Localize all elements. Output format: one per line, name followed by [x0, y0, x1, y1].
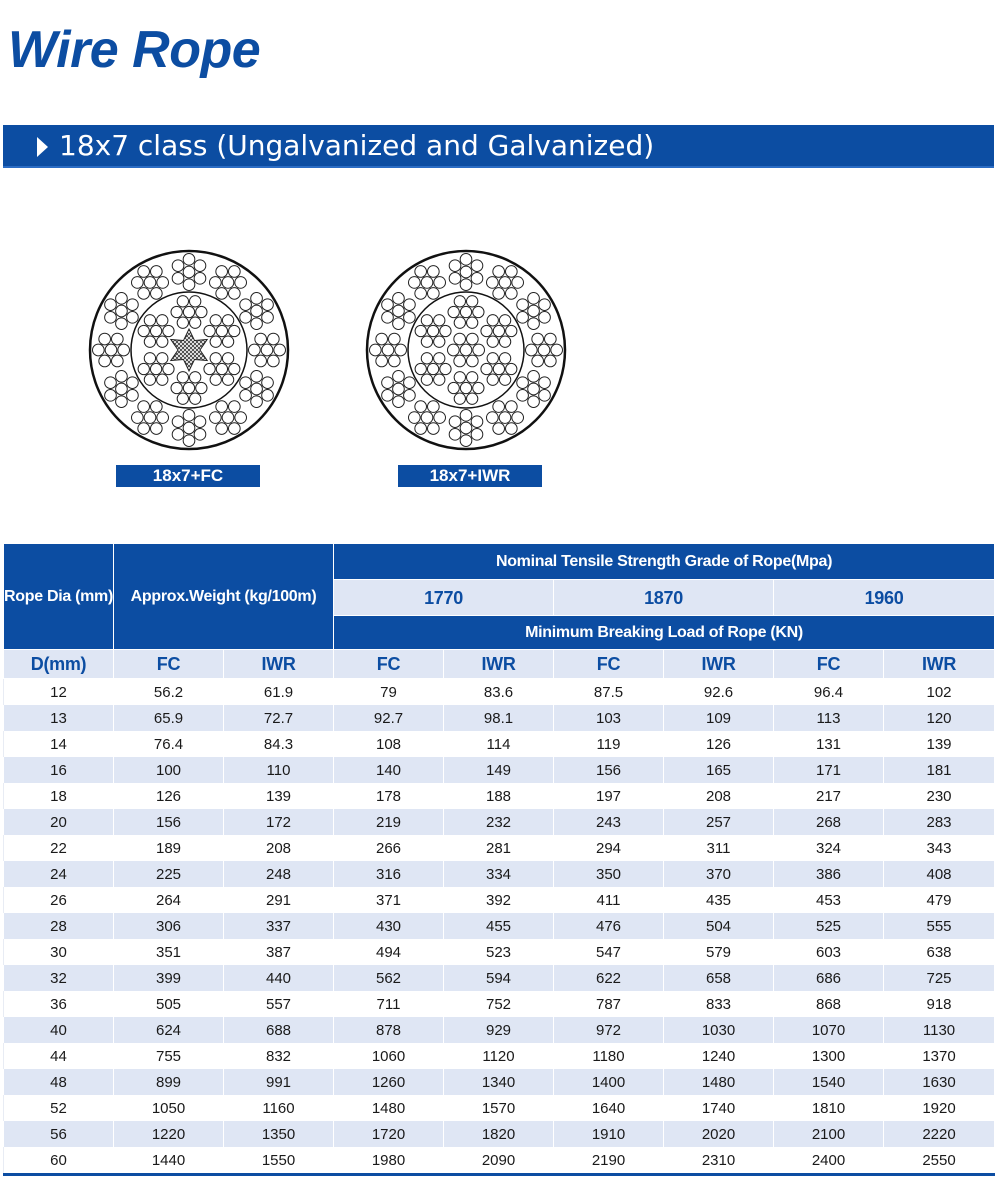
table-cell: 257 [664, 809, 774, 835]
table-cell: 334 [444, 861, 554, 887]
triangle-right-icon [37, 137, 48, 157]
table-cell: 76.4 [114, 731, 224, 757]
table-cell: 686 [774, 965, 884, 991]
table-cell: 622 [554, 965, 664, 991]
table-cell: 248 [224, 861, 334, 887]
table-cell: 2020 [664, 1121, 774, 1147]
table-cell: 172 [224, 809, 334, 835]
table-cell: 1130 [884, 1017, 995, 1043]
table-cell: 119 [554, 731, 664, 757]
table-cell: 2100 [774, 1121, 884, 1147]
table-cell: 453 [774, 887, 884, 913]
table-cell: 350 [554, 861, 664, 887]
table-cell: 48 [4, 1069, 114, 1095]
table-cell: 1480 [664, 1069, 774, 1095]
weight-header: Approx.Weight (kg/100m) [114, 544, 334, 650]
table-cell: 1630 [884, 1069, 995, 1095]
table-cell: 371 [334, 887, 444, 913]
table-cell: 208 [664, 783, 774, 809]
table-cell: 1440 [114, 1147, 224, 1175]
table-cell: 1060 [334, 1043, 444, 1069]
table-cell: 44 [4, 1043, 114, 1069]
table-cell: 281 [444, 835, 554, 861]
table-cell: 594 [444, 965, 554, 991]
table-cell: 1370 [884, 1043, 995, 1069]
table-cell: 1740 [664, 1095, 774, 1121]
table-cell: 1050 [114, 1095, 224, 1121]
table-cell: 658 [664, 965, 774, 991]
min-breaking-load-header: Minimum Breaking Load of Rope (KN) [334, 616, 995, 650]
column-header: FC [774, 650, 884, 679]
table-cell: 1340 [444, 1069, 554, 1095]
table-row [4, 991, 995, 1017]
table-row [4, 835, 995, 861]
table-cell: 120 [884, 705, 995, 731]
table-cell: 149 [444, 757, 554, 783]
table-cell: 1540 [774, 1069, 884, 1095]
table-cell: 56.2 [114, 679, 224, 706]
table-cell: 752 [444, 991, 554, 1017]
tensile-strength-header: Nominal Tensile Strength Grade of Rope(Mpa) [334, 544, 995, 580]
table-cell: 392 [444, 887, 554, 913]
table-cell: 1910 [554, 1121, 664, 1147]
table-cell: 28 [4, 913, 114, 939]
table-cell: 110 [224, 757, 334, 783]
table-cell: 343 [884, 835, 995, 861]
table-row [4, 965, 995, 991]
table-cell: 316 [334, 861, 444, 887]
table-cell: 1640 [554, 1095, 664, 1121]
table-row [4, 1017, 995, 1043]
table-cell: 108 [334, 731, 444, 757]
table-cell: 291 [224, 887, 334, 913]
table-cell: 178 [334, 783, 444, 809]
table-cell: 12 [4, 679, 114, 706]
table-cell: 188 [444, 783, 554, 809]
table-cell: 878 [334, 1017, 444, 1043]
table-cell: 14 [4, 731, 114, 757]
table-cell: 918 [884, 991, 995, 1017]
table-cell: 991 [224, 1069, 334, 1095]
table-cell: 156 [114, 809, 224, 835]
column-header: IWR [444, 650, 554, 679]
table-cell: 16 [4, 757, 114, 783]
table-cell: 171 [774, 757, 884, 783]
table-cell: 84.3 [224, 731, 334, 757]
table-cell: 2190 [554, 1147, 664, 1175]
table-cell: 711 [334, 991, 444, 1017]
table-cell: 547 [554, 939, 664, 965]
table-row [4, 913, 995, 939]
table-cell: 36 [4, 991, 114, 1017]
table-cell: 92.7 [334, 705, 444, 731]
column-header: FC [114, 650, 224, 679]
table-cell: 624 [114, 1017, 224, 1043]
table-cell: 219 [334, 809, 444, 835]
table-cell: 525 [774, 913, 884, 939]
table-cell: 40 [4, 1017, 114, 1043]
table-row [4, 731, 995, 757]
table-cell: 60 [4, 1147, 114, 1175]
table-cell: 1550 [224, 1147, 334, 1175]
grade-header: 1870 [554, 580, 774, 616]
table-cell: 52 [4, 1095, 114, 1121]
table-cell: 638 [884, 939, 995, 965]
table-cell: 32 [4, 965, 114, 991]
page-title: Wire Rope [8, 21, 261, 79]
table-cell: 1070 [774, 1017, 884, 1043]
table-cell: 2310 [664, 1147, 774, 1175]
table-cell: 386 [774, 861, 884, 887]
column-header: FC [554, 650, 664, 679]
table-cell: 140 [334, 757, 444, 783]
table-cell: 230 [884, 783, 995, 809]
table-cell: 61.9 [224, 679, 334, 706]
rope-dia-header: Rope Dia (mm) [4, 544, 114, 650]
column-subheader-row [4, 650, 995, 679]
section-heading: 18x7 class (Ungalvanized and Galvanized) [59, 129, 655, 162]
table-cell: 126 [114, 783, 224, 809]
table-cell: 30 [4, 939, 114, 965]
table-cell: 603 [774, 939, 884, 965]
table-cell: 197 [554, 783, 664, 809]
table-cell: 494 [334, 939, 444, 965]
table-cell: 1030 [664, 1017, 774, 1043]
table-cell: 387 [224, 939, 334, 965]
table-cell: 1300 [774, 1043, 884, 1069]
column-header: FC [334, 650, 444, 679]
table-cell: 243 [554, 809, 664, 835]
table-cell: 1570 [444, 1095, 554, 1121]
table-cell: 268 [774, 809, 884, 835]
diagram-caption-fc: 18x7+FC [116, 465, 260, 487]
column-header: IWR [664, 650, 774, 679]
table-cell: 1980 [334, 1147, 444, 1175]
table-cell: 225 [114, 861, 224, 887]
table-cell: 1180 [554, 1043, 664, 1069]
table-cell: 476 [554, 913, 664, 939]
table-cell: 102 [884, 679, 995, 706]
breaking-load-table [3, 543, 995, 1176]
table-cell: 306 [114, 913, 224, 939]
table-cell: 725 [884, 965, 995, 991]
table-cell: 1480 [334, 1095, 444, 1121]
table-row [4, 757, 995, 783]
table-cell: 523 [444, 939, 554, 965]
table-cell: 479 [884, 887, 995, 913]
rope-cross-section-iwr-diagram [364, 248, 568, 452]
table-cell: 755 [114, 1043, 224, 1069]
table-cell: 562 [334, 965, 444, 991]
table-cell: 2090 [444, 1147, 554, 1175]
table-cell: 899 [114, 1069, 224, 1095]
table-cell: 505 [114, 991, 224, 1017]
table-cell: 2550 [884, 1147, 995, 1175]
table-cell: 18 [4, 783, 114, 809]
table-cell: 833 [664, 991, 774, 1017]
table-cell: 1920 [884, 1095, 995, 1121]
table-row [4, 861, 995, 887]
table-cell: 2220 [884, 1121, 995, 1147]
table-cell: 688 [224, 1017, 334, 1043]
table-cell: 20 [4, 809, 114, 835]
table-cell: 113 [774, 705, 884, 731]
table-row [4, 1043, 995, 1069]
table-cell: 1120 [444, 1043, 554, 1069]
table-cell: 351 [114, 939, 224, 965]
table-cell: 26 [4, 887, 114, 913]
table-cell: 294 [554, 835, 664, 861]
table-cell: 324 [774, 835, 884, 861]
table-row [4, 939, 995, 965]
table-cell: 929 [444, 1017, 554, 1043]
table-cell: 165 [664, 757, 774, 783]
table-cell: 109 [664, 705, 774, 731]
table-row [4, 1069, 995, 1095]
table-cell: 79 [334, 679, 444, 706]
table-cell: 408 [884, 861, 995, 887]
table-row [4, 1147, 995, 1175]
table-cell: 868 [774, 991, 884, 1017]
table-cell: 311 [664, 835, 774, 861]
column-header: IWR [224, 650, 334, 679]
table-cell: 189 [114, 835, 224, 861]
table-cell: 2400 [774, 1147, 884, 1175]
table-cell: 24 [4, 861, 114, 887]
table-cell: 435 [664, 887, 774, 913]
table-cell: 579 [664, 939, 774, 965]
table-cell: 440 [224, 965, 334, 991]
table-cell: 504 [664, 913, 774, 939]
table-cell: 1720 [334, 1121, 444, 1147]
table-cell: 972 [554, 1017, 664, 1043]
table-cell: 96.4 [774, 679, 884, 706]
table-row [4, 809, 995, 835]
table-cell: 217 [774, 783, 884, 809]
table-cell: 103 [554, 705, 664, 731]
table-cell: 557 [224, 991, 334, 1017]
table-cell: 787 [554, 991, 664, 1017]
grade-header: 1960 [774, 580, 995, 616]
grade-header: 1770 [334, 580, 554, 616]
table-cell: 65.9 [114, 705, 224, 731]
table-cell: 337 [224, 913, 334, 939]
diagram-caption-iwr: 18x7+IWR [398, 465, 542, 487]
table-cell: 1240 [664, 1043, 774, 1069]
table-row [4, 783, 995, 809]
table-cell: 1350 [224, 1121, 334, 1147]
table-row [4, 679, 995, 706]
table-cell: 1260 [334, 1069, 444, 1095]
table-cell: 1820 [444, 1121, 554, 1147]
table-cell: 232 [444, 809, 554, 835]
table-cell: 399 [114, 965, 224, 991]
table-cell: 411 [554, 887, 664, 913]
table-cell: 92.6 [664, 679, 774, 706]
table-cell: 283 [884, 809, 995, 835]
column-header: D(mm) [4, 650, 114, 679]
table-cell: 208 [224, 835, 334, 861]
table-cell: 131 [774, 731, 884, 757]
table-cell: 56 [4, 1121, 114, 1147]
table-cell: 1810 [774, 1095, 884, 1121]
table-cell: 13 [4, 705, 114, 731]
table-cell: 455 [444, 913, 554, 939]
table-cell: 139 [224, 783, 334, 809]
table-cell: 156 [554, 757, 664, 783]
section-header-bar [3, 125, 994, 168]
column-header: IWR [884, 650, 995, 679]
table-cell: 370 [664, 861, 774, 887]
table-cell: 555 [884, 913, 995, 939]
table-cell: 98.1 [444, 705, 554, 731]
table-cell: 139 [884, 731, 995, 757]
table-cell: 832 [224, 1043, 334, 1069]
table-cell: 264 [114, 887, 224, 913]
table-row [4, 1095, 995, 1121]
table-cell: 1220 [114, 1121, 224, 1147]
rope-cross-section-fc-diagram [87, 248, 291, 452]
table-cell: 72.7 [224, 705, 334, 731]
table-cell: 430 [334, 913, 444, 939]
table-row [4, 887, 995, 913]
table-cell: 266 [334, 835, 444, 861]
table-cell: 1160 [224, 1095, 334, 1121]
table-cell: 1400 [554, 1069, 664, 1095]
table-cell: 83.6 [444, 679, 554, 706]
table-cell: 100 [114, 757, 224, 783]
table-row [4, 705, 995, 731]
table-cell: 114 [444, 731, 554, 757]
table-row [4, 1121, 995, 1147]
table-cell: 181 [884, 757, 995, 783]
table-cell: 87.5 [554, 679, 664, 706]
table-cell: 126 [664, 731, 774, 757]
table-cell: 22 [4, 835, 114, 861]
